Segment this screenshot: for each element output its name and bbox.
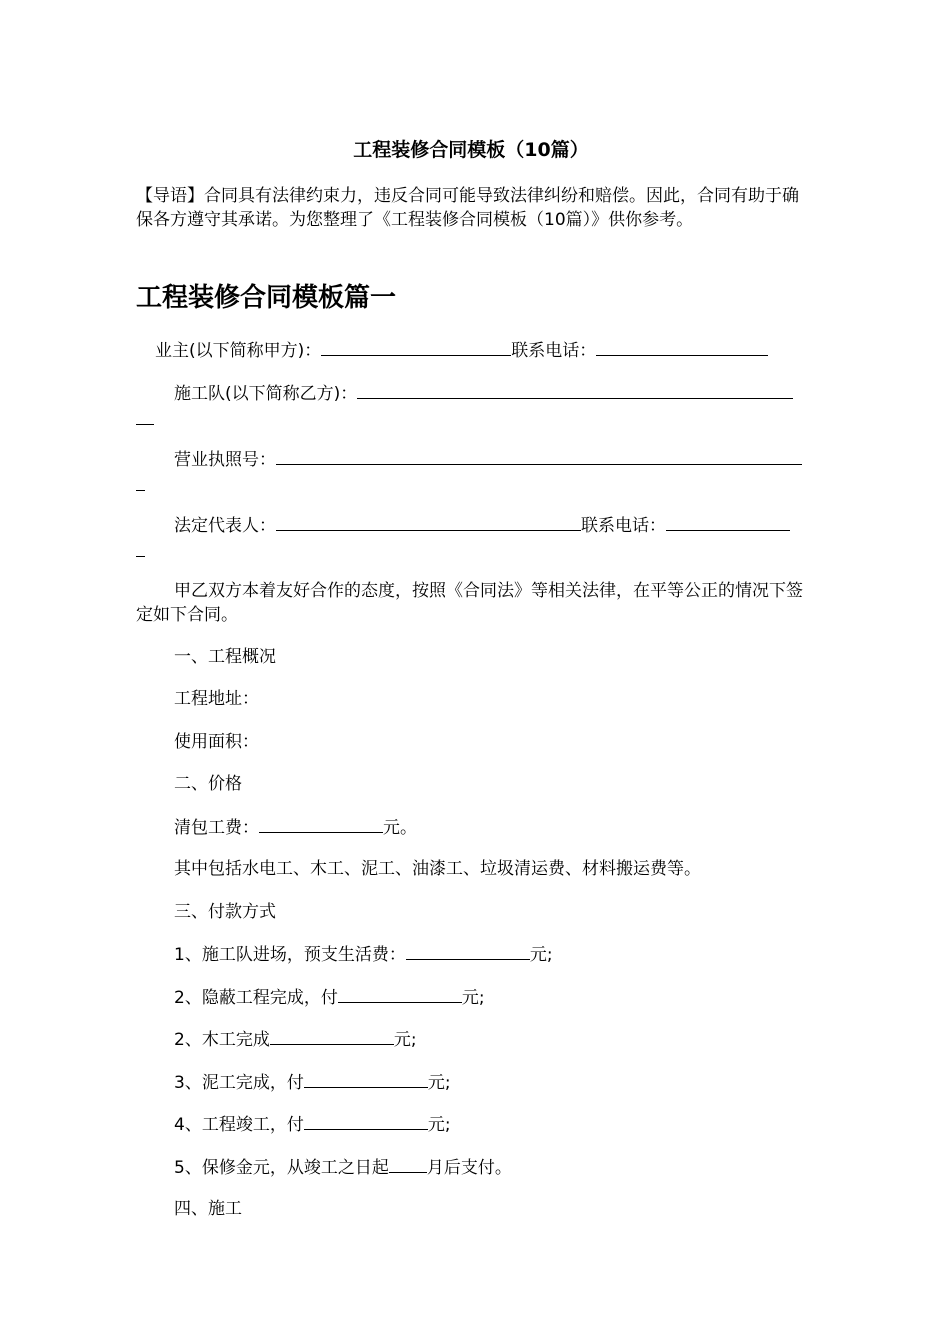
license-blank: [276, 447, 802, 465]
payment-item-2-blank: [338, 985, 462, 1003]
labor-fee-blank: [259, 815, 383, 833]
document-title: 工程装修合同模板（10篇）: [353, 139, 589, 161]
payment-item-6-label: 5、保修金元，从竣工之日起: [174, 1158, 389, 1178]
payment-item-2: [174, 985, 485, 1010]
contractor-blank-tail: [136, 424, 154, 425]
payment-item-4: [174, 1070, 451, 1095]
owner-phone-label: 联系电话：: [511, 341, 597, 361]
section-heading: 工程装修合同模板篇一: [136, 283, 397, 313]
payment-item-3: [174, 1027, 417, 1052]
payment-item-1-blank: [406, 942, 530, 960]
payment-item-3-blank: [270, 1027, 394, 1045]
address-label: 工程地址：: [174, 689, 259, 709]
legal-rep-label: 法定代表人：: [174, 516, 276, 536]
payment-item-6: [174, 1155, 512, 1180]
payment-item-4-unit: 元;: [427, 1073, 451, 1093]
contractor-line: [174, 381, 793, 406]
contractor-blank: [357, 381, 793, 399]
payment-item-1-unit: 元;: [529, 945, 553, 965]
payment-item-4-label: 3、泥工完成，付: [174, 1073, 304, 1093]
license-blank-tail: [136, 490, 145, 491]
owner-line: [155, 338, 768, 363]
license-label: 营业执照号：: [174, 450, 276, 470]
payment-item-5: [174, 1112, 451, 1137]
agreement-paragraph: 甲乙双方本着友好合作的态度，按照《合同法》等相关法律，在平等公正的情况下签定如下合同。: [136, 581, 803, 625]
payment-item-6-blank: [389, 1155, 427, 1173]
payment-item-6-unit: 月后支付。: [426, 1158, 512, 1178]
contractor-label: 施工队(以下简称乙方)：: [174, 384, 358, 404]
labor-fee-label: 清包工费：: [174, 818, 259, 838]
payment-item-5-label: 4、工程竣工，付: [174, 1115, 304, 1135]
section-1-heading: 一、工程概况: [174, 647, 276, 667]
payment-item-2-unit: 元;: [461, 988, 485, 1008]
payment-item-1-label: 1、施工队进场，预支生活费：: [174, 945, 406, 965]
payment-item-2-label: 2、隐蔽工程完成，付: [174, 988, 338, 1008]
section-2-heading: 二、价格: [174, 774, 242, 794]
labor-fee-unit: 元。: [383, 818, 417, 838]
legal-rep-line: [174, 513, 790, 538]
owner-label: 业主(以下简称甲方)：: [155, 341, 322, 361]
area-label: 使用面积：: [174, 732, 259, 752]
payment-item-3-unit: 元;: [393, 1030, 417, 1050]
owner-phone-blank: [596, 338, 768, 356]
legal-rep-blank: [276, 513, 581, 531]
section-3-heading: 三、付款方式: [174, 902, 276, 922]
owner-blank: [321, 338, 511, 356]
license-line: [174, 447, 802, 472]
payment-item-5-unit: 元;: [427, 1115, 451, 1135]
legal-rep-phone-blank: [666, 513, 790, 531]
legal-rep-phone-label: 联系电话：: [581, 516, 666, 536]
payment-item-4-blank: [304, 1070, 428, 1088]
includes-line: 其中包括水电工、木工、泥工、油漆工、垃圾清运费、材料搬运费等。: [174, 859, 701, 879]
section-4-heading: 四、施工: [174, 1199, 242, 1219]
payment-item-1: [174, 942, 553, 967]
intro-paragraph: 【导语】合同具有法律约束力，违反合同可能导致法律纠纷和赔偿。因此，合同有助于确保各方遵守其承诺。为您整理了《工程装修合同模板（10篇）》供你参考。: [136, 186, 799, 230]
payment-item-5-blank: [304, 1112, 428, 1130]
labor-fee-line: [174, 815, 417, 840]
legal-rep-blank-tail: [136, 556, 145, 557]
payment-item-3-label: 2、木工完成: [174, 1030, 270, 1050]
